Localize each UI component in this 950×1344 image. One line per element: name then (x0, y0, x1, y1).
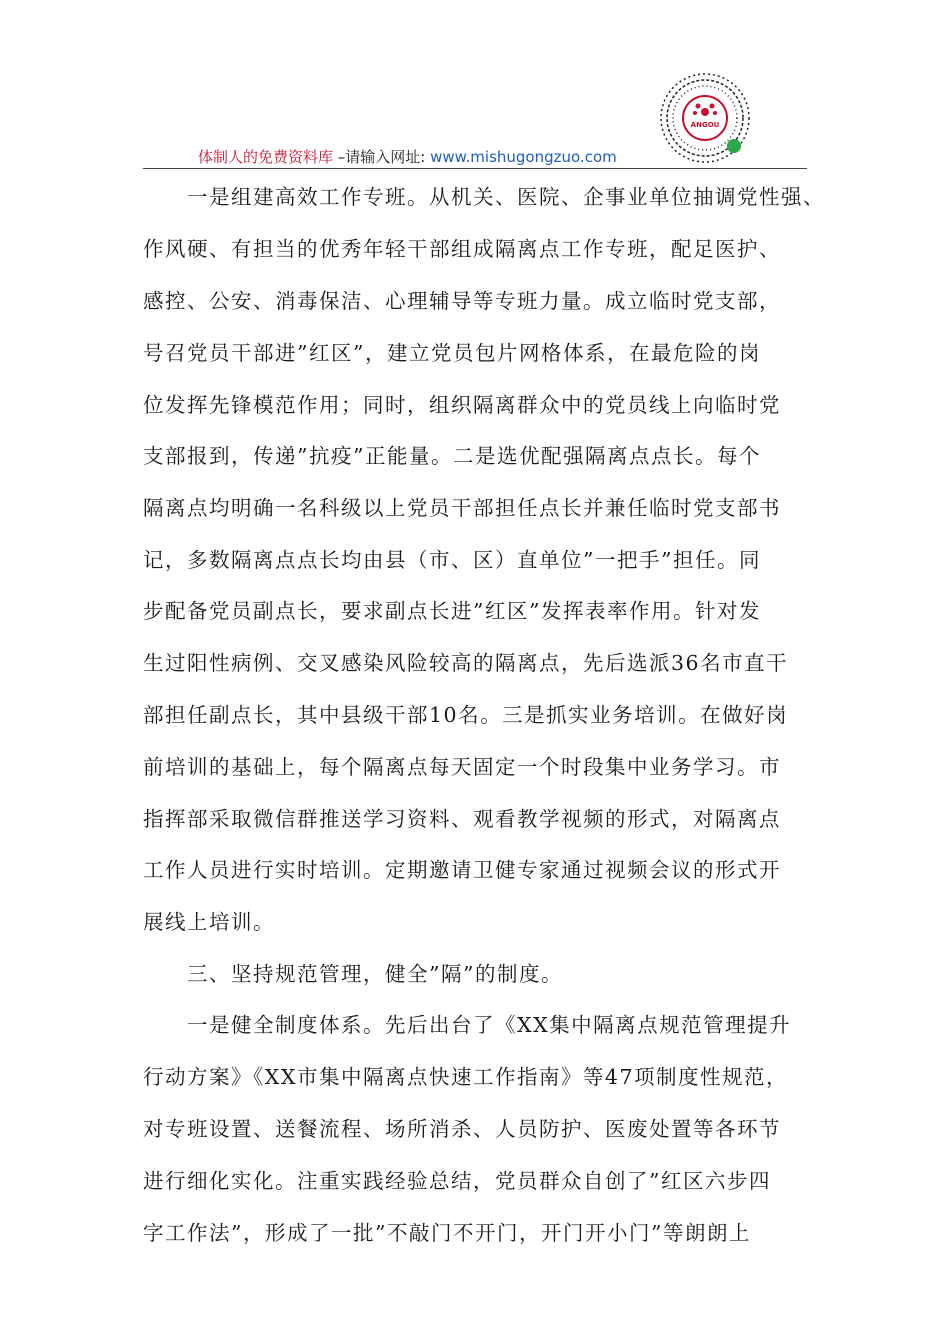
qr-code-logo (657, 70, 753, 166)
text-line: 步配备党员副点长，要求副点长进”红区”发挥表率作用。针对发 (143, 599, 761, 623)
text-line: 进行细化实化。注重实践经验总结，党员群众自创了”红区六步四 (143, 1169, 771, 1193)
text-line: 一是健全制度体系。先后出台了《XX集中隔离点规范管理提升 (143, 1013, 792, 1037)
header-divider (143, 168, 807, 169)
text-line: 字工作法”，形成了一批”不敲门不开门，开门开小门”等朗朗上 (143, 1221, 751, 1245)
text-line: 工作人员进行实时培训。定期邀请卫健专家通过视频会议的形式开 (143, 858, 781, 882)
text-line: 号召党员干部进”红区”，建立党员包片网格体系，在最危险的岗 (143, 341, 761, 365)
text-line: 对专班设置、送餐流程、场所消杀、人员防护、医废处置等各环节 (143, 1117, 781, 1141)
text-line: 指挥部采取微信群推送学习资料、观看教学视频的形式，对隔离点 (143, 807, 781, 831)
header-prompt: –请输入网址: (333, 148, 431, 166)
text-line: 生过阳性病例、交叉感染风险较高的隔离点，先后选派36名市直干 (143, 651, 789, 675)
text-line: 作风硬、有担当的优秀年轻干部组成隔离点工作专班，配足医护、 (143, 237, 781, 261)
header-url[interactable]: www.mishugongzuo.com (430, 148, 617, 166)
section-heading: 三、坚持规范管理，健全”隔”的制度。 (143, 962, 563, 986)
text-line: 前培训的基础上，每个隔离点每天固定一个时段集中业务学习。市 (143, 755, 781, 779)
text-line: 部担任副点长，其中县级干部10名。三是抓实业务培训。在做好岗 (143, 703, 789, 727)
watermark-header (198, 146, 617, 167)
text-line: 位发挥先锋模范作用；同时，组织隔离群众中的党员线上向临时党 (143, 393, 781, 417)
text-line: 隔离点均明确一名科级以上党员干部担任点长并兼任临时党支部书 (143, 496, 781, 520)
text-line: 一是组建高效工作专班。从机关、医院、企事业单位抽调党性强、 (143, 185, 825, 209)
logo-text: ANGOU (690, 121, 720, 129)
text-line: 展线上培训。 (143, 910, 275, 934)
header-brand: 体制人的免费资料库 (198, 148, 334, 166)
text-line: 记，多数隔离点点长均由县（市、区）直单位”一把手”担任。同 (143, 548, 761, 572)
text-line: 感控、公安、消毒保洁、心理辅导等专班力量。成立临时党支部， (143, 289, 781, 313)
text-line: 支部报到，传递”抗疫”正能量。二是选优配强隔离点点长。每个 (143, 444, 761, 468)
text-line: 行动方案》《XX市集中隔离点快速工作指南》等47项制度性规范， (143, 1065, 789, 1089)
